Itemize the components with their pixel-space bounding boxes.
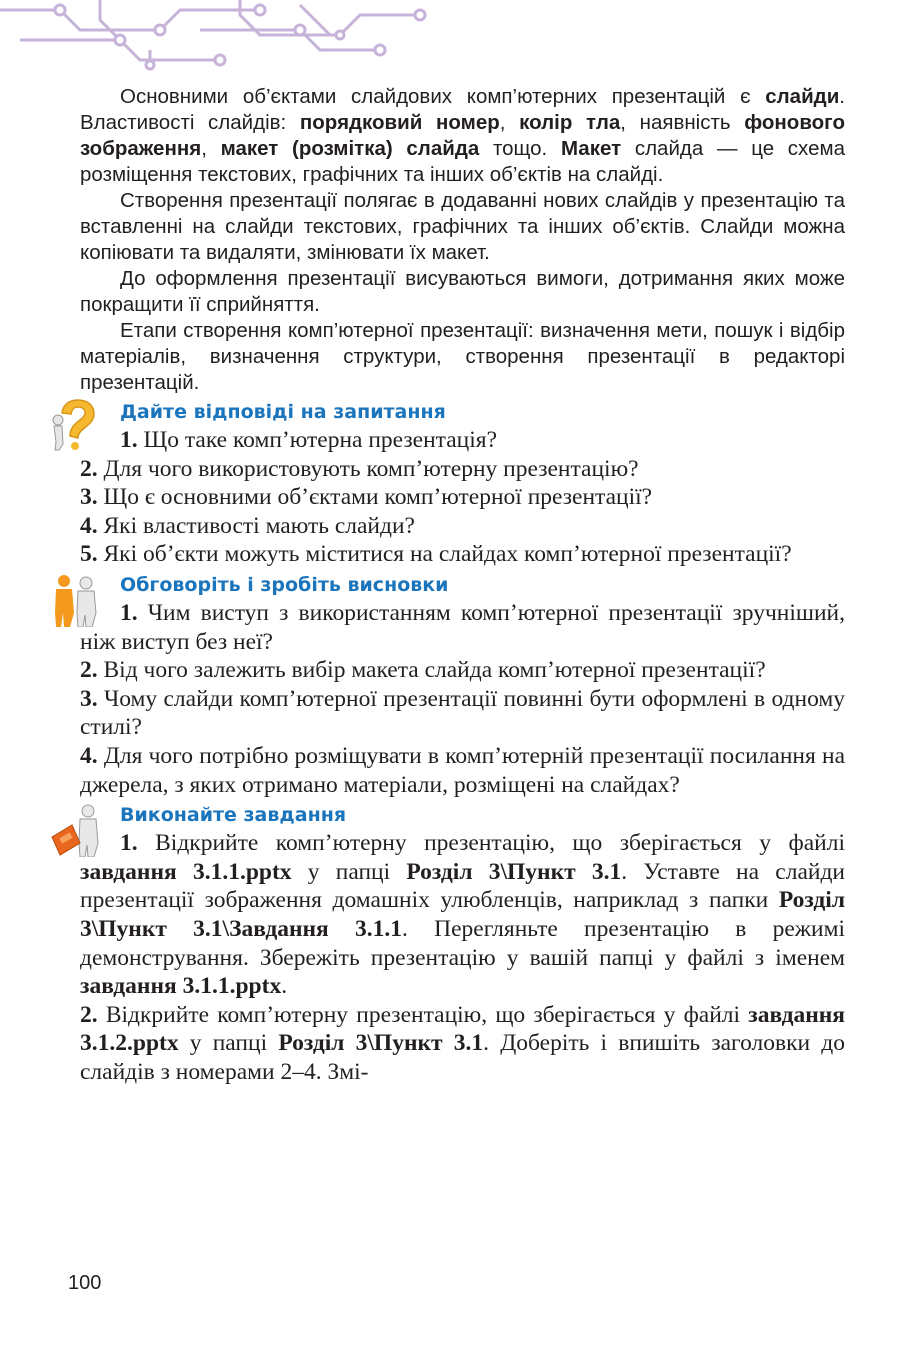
text-run: Для чого використовують комп’ютерну презентацію? bbox=[97, 455, 639, 482]
discussion-section bbox=[80, 573, 845, 799]
text-run: Які об’єкти можуть міститися на слайдах комп’ютерної презентації? bbox=[97, 541, 792, 568]
bold-text: макет (розмітка) слайда bbox=[220, 137, 480, 160]
text-run: Що є основними об’єктами комп’ютерної презентації? bbox=[97, 484, 653, 511]
list-item bbox=[80, 829, 845, 1001]
question-mark-icon bbox=[50, 398, 110, 452]
bold-text: завдання 3.1.2.pptx bbox=[80, 1001, 845, 1057]
intro-text bbox=[80, 84, 845, 396]
list-item bbox=[80, 483, 845, 512]
text-run: , наявність bbox=[620, 111, 745, 134]
bold-text: 1. bbox=[120, 830, 138, 857]
text-run: Що таке комп’ютерна презентація? bbox=[137, 427, 497, 453]
bold-text: завдання 3.1.1.pptx bbox=[80, 973, 282, 1000]
list-item bbox=[80, 742, 845, 799]
text-run: тощо. bbox=[479, 137, 561, 160]
bold-text: Розділ 3\Пункт 3.1\Завдання 3.1.1 bbox=[80, 887, 845, 942]
text-run: . Перегляньте презентацію в режимі демонстрування. Збережіть презентацію у вашій папці у файлі з іменем bbox=[80, 915, 845, 971]
bold-text: порядковий номер bbox=[299, 111, 500, 134]
section-heading: Дайте відповіді на запитання bbox=[120, 401, 446, 423]
bold-text: 2. bbox=[80, 455, 98, 482]
text-run: Чому слайди комп’ютерної презентації повинні бути оформлені в одному стилі? bbox=[80, 685, 845, 741]
text-run: Створення презентації полягає в додаванні нових слайдів у презентацію та вставленні на слайди текстових, графічних та інших об’єктів. Слайди можна копіювати та видаляти, змінювати їх макет. bbox=[80, 189, 845, 264]
text-run: Відкрийте комп’ютерну презентацію, що зберігається у файлі bbox=[137, 830, 845, 857]
text-run: До оформлення презентації висуваються вимоги, дотримання яких може покращити її сприйняття. bbox=[80, 267, 845, 316]
text-run: . Властивості слайдів: bbox=[80, 85, 845, 134]
questions-section bbox=[80, 400, 845, 569]
discussion-people-icon bbox=[50, 573, 110, 627]
text-run: Чим виступ з використанням комп’ютерної презентації зручніший, ніж виступ без неї? bbox=[80, 599, 845, 655]
text-run: Від чого залежить вибір макета слайда комп’ютерної презентації? bbox=[97, 657, 766, 684]
task-figure-icon bbox=[50, 803, 110, 857]
text-run: Етапи створення комп’ютерної презентації: визначення мети, пошук і відбір матеріалів, визначення структури, створення презентації в редакторі презентацій. bbox=[80, 319, 845, 394]
bold-text: Макет bbox=[560, 137, 622, 160]
circuit-decoration bbox=[0, 0, 430, 72]
section-heading: Обговоріть і зробіть висновки bbox=[120, 573, 449, 596]
list-item bbox=[80, 656, 845, 685]
text-run: . bbox=[281, 973, 288, 1000]
page-number: 100 bbox=[68, 1272, 102, 1294]
bold-text: Розділ 3\Пункт 3.1 bbox=[278, 1030, 484, 1057]
list-item bbox=[80, 512, 845, 541]
list-item bbox=[80, 599, 845, 656]
bold-text: слайди bbox=[765, 85, 840, 108]
bold-text: 4. bbox=[80, 512, 98, 539]
list-item bbox=[80, 426, 845, 455]
intro-paragraph bbox=[80, 266, 845, 318]
intro-paragraph bbox=[80, 188, 845, 266]
bold-text: 1. bbox=[120, 599, 138, 626]
text-run: слайда — це схема розміщення текстових, графічних та інших об’єктів на слайді. bbox=[80, 137, 845, 186]
task-list bbox=[80, 829, 845, 1086]
bold-text: завдання 3.1.1.pptx bbox=[80, 858, 292, 885]
text-run: Для чого потрібно розміщувати в комп’ютерній презентації посилання на джерела, з яких отримано матеріали, розміщені на слайдах? bbox=[80, 742, 845, 798]
bold-text: 2. bbox=[80, 657, 98, 684]
intro-paragraph bbox=[80, 318, 845, 396]
discussion-list bbox=[80, 599, 845, 799]
page-content bbox=[80, 84, 845, 1086]
text-run: , bbox=[499, 111, 520, 134]
bold-text: 5. bbox=[80, 541, 98, 568]
bold-text: 2. bbox=[80, 1001, 98, 1028]
text-run: у папці bbox=[178, 1030, 279, 1057]
text-run: . Уставте на слайди презентації зображення домашніх улюбленців, наприклад з папки bbox=[80, 858, 845, 914]
bold-text: 3. bbox=[80, 484, 98, 511]
list-item bbox=[80, 455, 845, 484]
text-run: , bbox=[201, 137, 221, 160]
text-run: у папці bbox=[291, 858, 407, 885]
bold-text: Розділ 3\Пункт 3.1 bbox=[406, 858, 622, 885]
text-run: Відкрийте комп’ютерну презентацію, що зберігається у файлі bbox=[97, 1001, 749, 1028]
section-heading: Виконайте завдання bbox=[120, 804, 347, 827]
intro-paragraph bbox=[80, 84, 845, 188]
bold-text: фонового зображення bbox=[80, 111, 845, 160]
bold-text: 3. bbox=[80, 685, 98, 712]
text-run: Основними об’єктами слайдових комп’ютерних презентацій є bbox=[120, 85, 766, 108]
bold-text: колір тла bbox=[519, 111, 621, 134]
bold-text: 1. bbox=[120, 427, 138, 453]
question-list bbox=[80, 426, 845, 569]
tasks-section bbox=[80, 803, 845, 1086]
bold-text: 4. bbox=[80, 742, 98, 769]
list-item bbox=[80, 540, 845, 569]
text-run: Які властивості мають слайди? bbox=[97, 512, 415, 539]
text-run: . Доберіть і впишіть заголовки до слайдів з номерами 2–4. Змі- bbox=[80, 1030, 845, 1085]
list-item bbox=[80, 685, 845, 742]
list-item bbox=[80, 1001, 845, 1087]
